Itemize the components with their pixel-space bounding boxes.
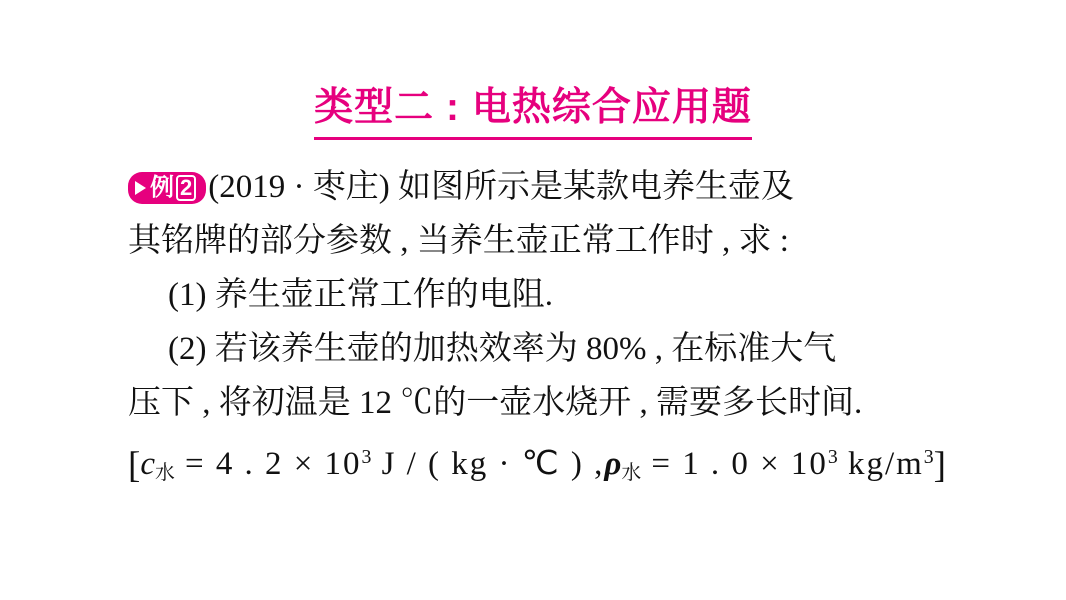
title-row: [0, 86, 1066, 140]
formula-c-subscript: 水: [154, 461, 175, 484]
stem-line-1: [128, 160, 952, 214]
formula-c-exponent: 3: [361, 446, 372, 468]
question-1: (1) 养生壶正常工作的电阻.: [168, 277, 553, 313]
formula-rho-unit: kg/m: [837, 445, 924, 482]
formula-rho-unit-exponent: 3: [923, 446, 934, 468]
example-badge-number: 2: [176, 175, 196, 201]
formula-close-bracket: ]: [933, 444, 946, 486]
question-2-line-2: 压下 , 将初温是 12 ℃的一壶水烧开 , 需要多长时间.: [128, 385, 863, 421]
formula-c-unit: J / ( kg · ℃ ) ,: [371, 445, 605, 482]
page-title: 类型二 : 电热综合应用题: [314, 86, 752, 140]
stem-line-1-text: (2019 · 枣庄) 如图所示是某款电养生壶及: [208, 169, 794, 205]
formula-rho-value: = 1 . 0 × 10: [641, 445, 828, 482]
formula-line: [128, 430, 952, 500]
formula-c-symbol: c: [140, 445, 155, 482]
formula-open-bracket: [: [128, 444, 141, 486]
stem-line-2: 其铭牌的部分参数 , 当养生壶正常工作时 , 求 :: [128, 223, 789, 259]
body-text-block: [128, 160, 952, 500]
play-triangle-icon: [135, 181, 146, 195]
example-badge-label: 例: [150, 174, 174, 201]
formula-c-value: = 4 . 2 × 10: [174, 445, 362, 482]
example-badge: [128, 172, 206, 204]
formula-rho-exponent: 3: [827, 446, 838, 468]
question-2-line-1: (2) 若该养生壶的加热效率为 80% , 在标准大气: [168, 331, 837, 367]
formula-rho-subscript: 水: [621, 461, 642, 484]
formula-rho-symbol: ρ: [604, 445, 622, 482]
